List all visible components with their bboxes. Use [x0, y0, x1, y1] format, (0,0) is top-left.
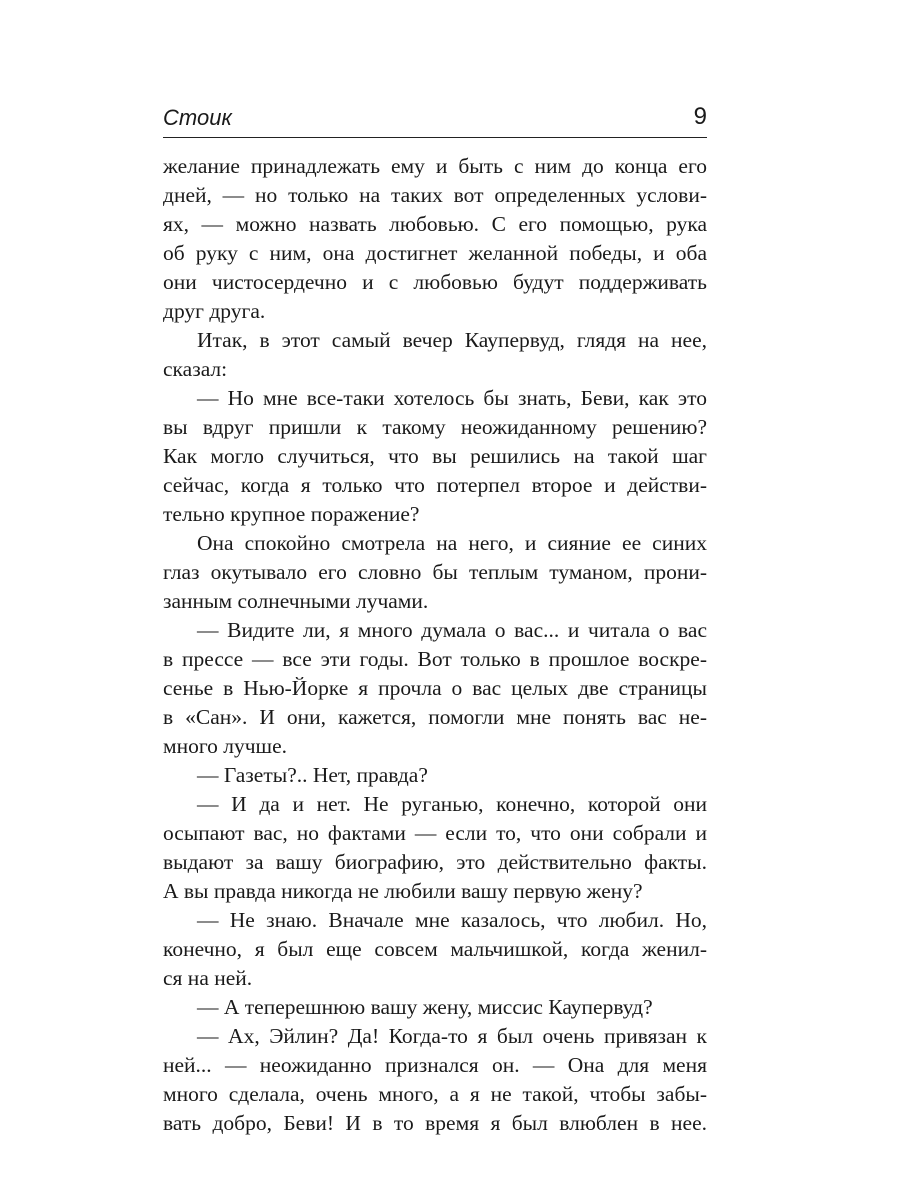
text-line: выдают за вашу биографию, это действительно факты. [163, 850, 707, 874]
paragraph [163, 384, 707, 529]
text-line: Она спокойно смотрела на него, и сияние ее синих [197, 531, 707, 555]
text-line: желание принадлежать ему и быть с ним до конца его [163, 154, 707, 178]
text-line: — Но мне все-таки хотелось бы знать, Беви, как это [197, 386, 707, 410]
paragraph [163, 152, 707, 326]
paragraph [163, 616, 707, 761]
paragraph [163, 790, 707, 906]
text-line: тельно крупное поражение? [163, 502, 420, 526]
text-line: — Видите ли, я много думала о вас... и читала о вас [197, 618, 707, 642]
text-line: ней... — неожиданно признался он. — Она для меня [163, 1053, 707, 1077]
text-line: об руку с ним, она достигнет желанной победы, и оба [163, 241, 707, 265]
text-line: вать добро, Беви! И в то время я был влюблен в нее. [163, 1111, 707, 1135]
paragraph [163, 326, 707, 384]
text-line: дней, — но только на таких вот определенных услови- [163, 183, 707, 207]
paragraph [163, 1022, 707, 1138]
text-line: занным солнечными лучами. [163, 589, 429, 613]
text-line: много сделала, очень много, а я не такой, чтобы забы- [163, 1082, 707, 1106]
text-line: сенье в Нью-Йорке я прочла о вас целых две страницы [163, 676, 707, 700]
paragraph [163, 993, 707, 1022]
text-line: в прессе — все эти годы. Вот только в прошлое воскре- [163, 647, 707, 671]
text-line: они чистосердечно и с любовью будут поддерживать [163, 270, 707, 294]
text-line: ях, — можно назвать любовью. С его помощью, рука [163, 212, 707, 236]
paragraph [163, 761, 707, 790]
text-line: сейчас, когда я только что потерпел второе и действи- [163, 473, 707, 497]
book-title: Стоик [163, 105, 232, 130]
text-line: — Не знаю. Вначале мне казалось, что любил. Но, [197, 908, 707, 932]
text-body [163, 152, 707, 1138]
text-line: — Газеты?.. Нет, правда? [197, 763, 428, 787]
page-number: 9 [693, 103, 707, 130]
text-line: — Ах, Эйлин? Да! Когда-то я был очень привязан к [197, 1024, 707, 1048]
text-line: — А теперешнюю вашу жену, миссис Каупервуд? [197, 995, 653, 1019]
text-line: — И да и нет. Не руганью, конечно, которой они [197, 792, 707, 816]
text-line: ся на ней. [163, 966, 253, 990]
text-line: глаз окутывало его словно бы теплым туманом, прони- [163, 560, 707, 584]
paragraph [163, 529, 707, 616]
text-line: много лучше. [163, 734, 288, 758]
text-line: конечно, я был еще совсем мальчишкой, когда женил- [163, 937, 707, 961]
running-head [163, 101, 707, 138]
text-line: вы вдруг пришли к такому неожиданному решению? [163, 415, 707, 439]
text-line: в «Сан». И они, кажется, помогли мне понять вас не- [163, 705, 707, 729]
text-line: А вы правда никогда не любили вашу первую жену? [163, 879, 643, 903]
text-line: друг друга. [163, 299, 266, 323]
text-line: сказал: [163, 357, 228, 381]
paragraph [163, 906, 707, 993]
text-line: Итак, в этот самый вечер Каупервуд, глядя на нее, [197, 328, 707, 352]
text-line: осыпают вас, но фактами — если то, что они собрали и [163, 821, 707, 845]
text-line: Как могло случиться, что вы решились на такой шаг [163, 444, 707, 468]
